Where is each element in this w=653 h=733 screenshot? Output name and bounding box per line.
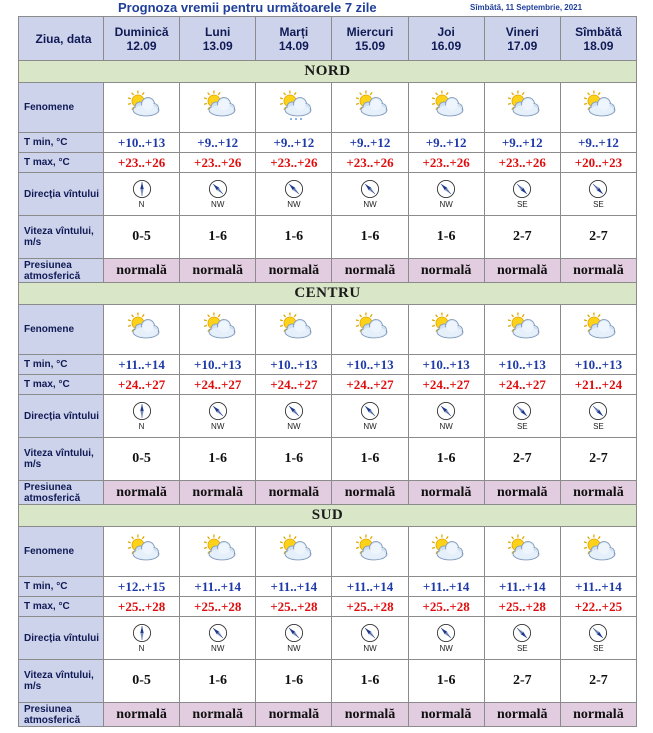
wind-cell: 2-7 <box>560 438 636 481</box>
dir-cell <box>180 173 256 216</box>
page-title: Prognoza vremii pentru următoarele 7 zile <box>118 0 377 15</box>
wind-direction-label: NW <box>363 200 377 209</box>
tmin-cell: +9..+12 <box>256 133 332 153</box>
tmin-cell: +10..+13 <box>332 355 408 375</box>
tmax-cell: +25..+28 <box>332 597 408 617</box>
pres-cell: normală <box>332 259 408 283</box>
tmax-cell: +25..+28 <box>180 597 256 617</box>
dir-cell <box>104 173 180 216</box>
sun-cloud-icon <box>274 533 314 565</box>
wind-direction-compass-icon <box>132 179 152 199</box>
wind-direction-label: NW <box>211 644 225 653</box>
dir-cell <box>332 173 408 216</box>
wind-direction-compass-icon <box>360 623 380 643</box>
pres-cell: normală <box>560 481 636 505</box>
dir-cell <box>104 395 180 438</box>
tmax-cell: +23..+26 <box>256 153 332 173</box>
fen-cell <box>180 527 256 577</box>
tmin-cell: +11..+14 <box>484 577 560 597</box>
tmin-cell: +10..+13 <box>484 355 560 375</box>
wind-cell: 1-6 <box>332 660 408 703</box>
fen-cell <box>180 83 256 133</box>
sun-cloud-icon <box>426 533 466 565</box>
fen-cell <box>408 527 484 577</box>
pres-row <box>19 703 637 727</box>
tmax-cell: +25..+28 <box>408 597 484 617</box>
fen-row <box>19 305 637 355</box>
dir-label: Direcția vîntului <box>19 173 104 216</box>
tmax-cell: +24..+27 <box>408 375 484 395</box>
tmin-cell: +9..+12 <box>408 133 484 153</box>
day-date: 13.09 <box>202 38 233 53</box>
pres-cell: normală <box>408 703 484 727</box>
sun-cloud-icon <box>350 311 390 343</box>
day-name: Marți <box>279 24 309 39</box>
wind-direction-compass-icon <box>208 401 228 421</box>
tmin-cell: +12..+15 <box>104 577 180 597</box>
tmax-cell: +20..+23 <box>560 153 636 173</box>
pres-cell: normală <box>332 703 408 727</box>
wind-direction-label: NW <box>211 200 225 209</box>
tmin-label: T min, °C <box>19 133 104 153</box>
day-date: 18.09 <box>583 38 614 53</box>
wind-direction-compass-icon <box>360 401 380 421</box>
wind-direction-compass-icon <box>588 401 608 421</box>
wind-cell: 1-6 <box>180 660 256 703</box>
tmax-cell: +24..+27 <box>484 375 560 395</box>
wind-cell: 1-6 <box>180 216 256 259</box>
tmin-cell: +9..+12 <box>560 133 636 153</box>
fen-row <box>19 527 637 577</box>
dir-cell <box>256 395 332 438</box>
pres-cell: normală <box>484 259 560 283</box>
wind-direction-label: NW <box>287 644 301 653</box>
wind-direction-compass-icon <box>512 623 532 643</box>
tmin-cell: +9..+12 <box>332 133 408 153</box>
fen-cell <box>256 527 332 577</box>
day-header <box>408 17 484 61</box>
tmin-cell: +11..+14 <box>332 577 408 597</box>
fen-cell <box>560 527 636 577</box>
wind-direction-compass-icon <box>512 179 532 199</box>
tmin-row <box>19 133 637 153</box>
wind-cell: 0-5 <box>104 438 180 481</box>
day-header <box>484 17 560 61</box>
sun-cloud-icon <box>426 311 466 343</box>
pres-label: Presiunea atmosferică <box>19 481 104 505</box>
wind-direction-label: SE <box>516 422 528 431</box>
header-row <box>19 17 637 61</box>
sun-cloud-icon <box>350 89 390 121</box>
day-name: Duminică <box>114 24 169 39</box>
wind-direction-compass-icon <box>436 623 456 643</box>
wind-direction-compass-icon <box>360 179 380 199</box>
wind-direction-label: N <box>138 644 145 653</box>
dir-label: Direcția vîntului <box>19 395 104 438</box>
region-title: SUD <box>19 505 637 527</box>
pres-cell: normală <box>256 259 332 283</box>
tmax-row <box>19 375 637 395</box>
wind-direction-label: SE <box>593 644 604 653</box>
tmin-cell: +11..+14 <box>180 577 256 597</box>
dir-cell <box>180 617 256 660</box>
wind-cell: 1-6 <box>256 438 332 481</box>
fen-cell <box>332 83 408 133</box>
tmax-cell: +24..+27 <box>332 375 408 395</box>
fen-cell <box>104 305 180 355</box>
wind-direction-compass-icon <box>208 623 228 643</box>
pres-cell: normală <box>180 259 256 283</box>
fen-cell <box>104 527 180 577</box>
pres-cell: normală <box>104 481 180 505</box>
dir-row <box>19 395 637 438</box>
wind-direction-label: NW <box>439 200 453 209</box>
fen-cell <box>256 83 332 133</box>
wind-direction-compass-icon <box>132 401 152 421</box>
day-name: Miercuri <box>346 24 394 39</box>
fen-cell <box>180 305 256 355</box>
sun-cloud-icon <box>578 533 618 565</box>
wind-direction-compass-icon <box>284 179 304 199</box>
tmin-row <box>19 355 637 375</box>
pres-cell: normală <box>484 703 560 727</box>
wind-direction-compass-icon <box>208 179 228 199</box>
day-name: Sîmbătă <box>575 24 622 39</box>
wind-cell: 1-6 <box>332 216 408 259</box>
fen-label: Fenomene <box>19 305 104 355</box>
tmin-cell: +10..+13 <box>104 133 180 153</box>
fen-cell <box>484 83 560 133</box>
dir-cell <box>104 617 180 660</box>
wind-direction-label: SE <box>593 200 604 209</box>
tmin-cell: +9..+12 <box>484 133 560 153</box>
dir-cell <box>484 173 560 216</box>
tmin-cell: +11..+14 <box>560 577 636 597</box>
wind-cell: 1-6 <box>408 216 484 259</box>
tmax-cell: +25..+28 <box>256 597 332 617</box>
dir-row <box>19 617 637 660</box>
wind-direction-label: SE <box>516 200 528 209</box>
fen-cell <box>560 305 636 355</box>
wind-direction-label: NW <box>287 200 301 209</box>
wind-cell: 2-7 <box>560 660 636 703</box>
fen-cell <box>408 83 484 133</box>
pres-cell: normală <box>180 481 256 505</box>
dir-cell <box>560 173 636 216</box>
fen-cell <box>332 527 408 577</box>
dir-cell <box>560 395 636 438</box>
header-label: Ziua, data <box>19 17 104 61</box>
wind-cell: 0-5 <box>104 660 180 703</box>
day-header <box>332 17 408 61</box>
wind-cell: 1-6 <box>256 660 332 703</box>
region-row <box>19 505 637 527</box>
fen-cell <box>256 305 332 355</box>
tmin-label: T min, °C <box>19 355 104 375</box>
pres-cell: normală <box>408 481 484 505</box>
tmax-cell: +25..+28 <box>104 597 180 617</box>
dir-cell <box>332 617 408 660</box>
tmax-cell: +23..+26 <box>484 153 560 173</box>
day-header <box>180 17 256 61</box>
forecast-table <box>18 16 637 727</box>
wind-direction-label: NW <box>363 644 377 653</box>
tmax-label: T max, °C <box>19 375 104 395</box>
fen-cell <box>484 305 560 355</box>
pres-cell: normală <box>484 481 560 505</box>
wind-cell: 1-6 <box>180 438 256 481</box>
wind-direction-compass-icon <box>132 623 152 643</box>
tmin-cell: +10..+13 <box>408 355 484 375</box>
wind-cell: 2-7 <box>484 438 560 481</box>
wind-label: Viteza vîntului, m/s <box>19 216 104 259</box>
day-date: 15.09 <box>354 38 385 53</box>
pres-cell: normală <box>408 259 484 283</box>
tmax-row <box>19 597 637 617</box>
day-date: 12.09 <box>126 38 157 53</box>
sun-cloud-icon <box>502 311 542 343</box>
wind-cell: 1-6 <box>256 216 332 259</box>
pres-row <box>19 481 637 505</box>
tmax-label: T max, °C <box>19 153 104 173</box>
sun-cloud-icon <box>198 311 238 343</box>
wind-cell: 1-6 <box>408 660 484 703</box>
day-header <box>256 17 332 61</box>
tmin-label: T min, °C <box>19 577 104 597</box>
fen-cell <box>560 83 636 133</box>
day-header <box>560 17 636 61</box>
dir-cell <box>180 395 256 438</box>
pres-cell: normală <box>560 703 636 727</box>
pres-label: Presiunea atmosferică <box>19 703 104 727</box>
dir-cell <box>256 173 332 216</box>
wind-direction-compass-icon <box>436 179 456 199</box>
dir-label: Direcția vîntului <box>19 617 104 660</box>
fen-row <box>19 83 637 133</box>
day-name: Vineri <box>505 24 539 39</box>
tmax-cell: +24..+27 <box>256 375 332 395</box>
sun-cloud-icon <box>502 533 542 565</box>
day-date: 14.09 <box>278 38 309 53</box>
wind-direction-compass-icon <box>588 179 608 199</box>
fen-label: Fenomene <box>19 527 104 577</box>
sun-cloud-icon <box>502 89 542 121</box>
sun-cloud-icon <box>350 533 390 565</box>
tmax-cell: +24..+27 <box>180 375 256 395</box>
region-title: CENTRU <box>19 283 637 305</box>
wind-cell: 1-6 <box>408 438 484 481</box>
tmax-label: T max, °C <box>19 597 104 617</box>
tmax-cell: +23..+26 <box>332 153 408 173</box>
wind-cell: 0-5 <box>104 216 180 259</box>
dir-cell <box>484 395 560 438</box>
pres-cell: normală <box>332 481 408 505</box>
region-row <box>19 61 637 83</box>
wind-direction-label: SE <box>593 422 604 431</box>
tmin-cell: +11..+14 <box>408 577 484 597</box>
dir-cell <box>408 395 484 438</box>
pres-row <box>19 259 637 283</box>
tmin-cell: +10..+13 <box>180 355 256 375</box>
sun-cloud-icon <box>274 311 314 343</box>
wind-cell: 2-7 <box>560 216 636 259</box>
wind-row <box>19 438 637 481</box>
wind-cell: 2-7 <box>484 216 560 259</box>
fen-cell <box>484 527 560 577</box>
dir-cell <box>408 173 484 216</box>
tmax-cell: +21..+24 <box>560 375 636 395</box>
sun-cloud-icon <box>198 89 238 121</box>
wind-direction-label: N <box>138 422 145 431</box>
fen-cell <box>104 83 180 133</box>
tmax-row <box>19 153 637 173</box>
forecast-date: Sîmbătă, 11 Septembrie, 2021 <box>470 3 583 12</box>
fen-label: Fenomene <box>19 83 104 133</box>
wind-direction-label: NW <box>439 422 453 431</box>
tmax-cell: +23..+26 <box>180 153 256 173</box>
dir-cell <box>256 617 332 660</box>
wind-direction-compass-icon <box>436 401 456 421</box>
wind-label: Viteza vîntului, m/s <box>19 438 104 481</box>
wind-cell: 2-7 <box>484 660 560 703</box>
tmax-cell: +23..+26 <box>104 153 180 173</box>
fen-cell <box>408 305 484 355</box>
sun-cloud-icon <box>578 311 618 343</box>
tmin-row <box>19 577 637 597</box>
tmin-cell: +11..+14 <box>256 577 332 597</box>
tmax-cell: +22..+25 <box>560 597 636 617</box>
day-date: 16.09 <box>431 38 462 53</box>
wind-direction-label: SE <box>516 644 528 653</box>
dir-cell <box>484 617 560 660</box>
wind-direction-label: NW <box>211 422 225 431</box>
region-title: NORD <box>19 61 637 83</box>
sun-cloud-icon <box>198 533 238 565</box>
tmin-cell: +11..+14 <box>104 355 180 375</box>
day-header <box>104 17 180 61</box>
pres-cell: normală <box>256 703 332 727</box>
sun-cloud-icon <box>122 533 162 565</box>
wind-direction-compass-icon <box>588 623 608 643</box>
tmin-cell: +10..+13 <box>560 355 636 375</box>
tmax-cell: +25..+28 <box>484 597 560 617</box>
wind-direction-compass-icon <box>512 401 532 421</box>
fen-cell <box>332 305 408 355</box>
wind-direction-compass-icon <box>284 401 304 421</box>
pres-cell: normală <box>104 259 180 283</box>
pres-cell: normală <box>256 481 332 505</box>
region-row <box>19 283 637 305</box>
pres-label: Presiunea atmosferică <box>19 259 104 283</box>
wind-direction-label: NW <box>439 644 453 653</box>
pres-cell: normală <box>104 703 180 727</box>
wind-row <box>19 660 637 703</box>
sun-cloud-icon <box>578 89 618 121</box>
wind-label: Viteza vîntului, m/s <box>19 660 104 703</box>
sun-cloud-icon <box>426 89 466 121</box>
tmax-cell: +23..+26 <box>408 153 484 173</box>
day-date: 17.09 <box>507 38 538 53</box>
wind-direction-compass-icon <box>284 623 304 643</box>
wind-row <box>19 216 637 259</box>
wind-direction-label: N <box>138 200 145 209</box>
wind-cell: 1-6 <box>332 438 408 481</box>
dir-row <box>19 173 637 216</box>
dir-cell <box>332 395 408 438</box>
sun-cloud-icon <box>122 311 162 343</box>
tmin-cell: +9..+12 <box>180 133 256 153</box>
dir-cell <box>408 617 484 660</box>
sun-cloud-icon <box>122 89 162 121</box>
wind-direction-label: NW <box>287 422 301 431</box>
dir-cell <box>560 617 636 660</box>
pres-cell: normală <box>180 703 256 727</box>
day-name: Luni <box>205 24 231 39</box>
day-name: Joi <box>437 24 455 39</box>
tmax-cell: +24..+27 <box>104 375 180 395</box>
wind-direction-label: NW <box>363 422 377 431</box>
sun-cloud-rain-icon <box>274 89 314 121</box>
pres-cell: normală <box>560 259 636 283</box>
tmin-cell: +10..+13 <box>256 355 332 375</box>
